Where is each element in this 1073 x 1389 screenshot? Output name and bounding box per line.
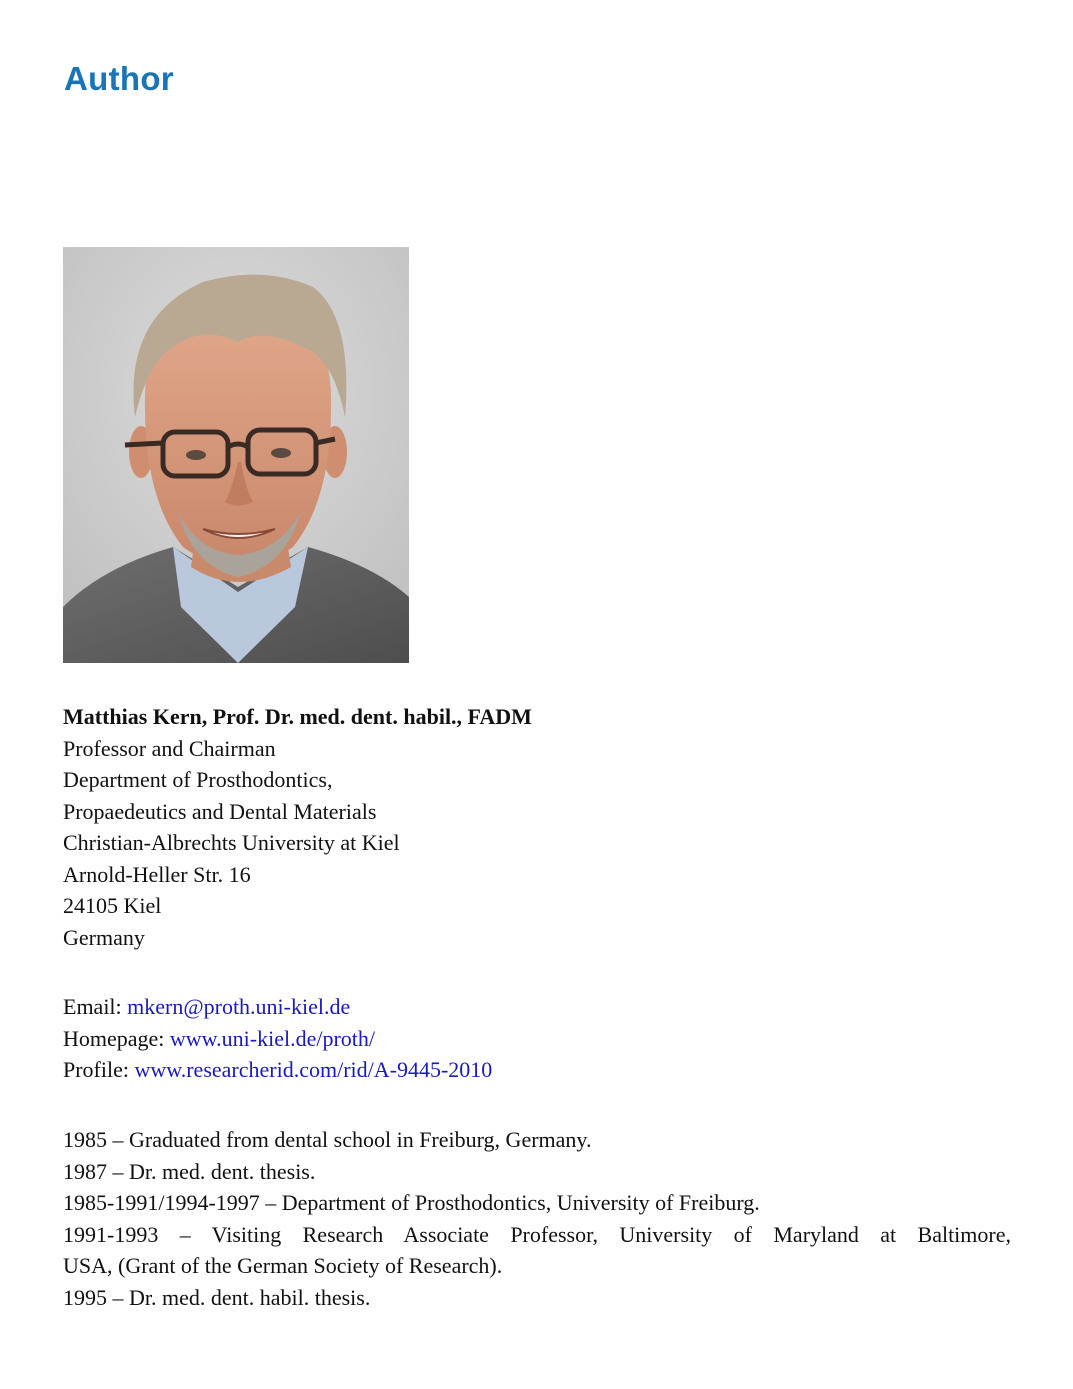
contact-info bbox=[63, 991, 492, 1086]
author-details bbox=[63, 701, 532, 953]
history-item: 1991-1993 – Visiting Research Associate Professor, University of Maryland at Baltimore, bbox=[63, 1221, 1011, 1247]
history-item-continuation: USA, (Grant of the German Society of Research). bbox=[63, 1253, 503, 1278]
email-label: Email: bbox=[63, 994, 128, 1019]
author-department-cont: Propaedeutics and Dental Materials bbox=[63, 798, 377, 824]
career-history bbox=[63, 1124, 1011, 1313]
author-photo bbox=[63, 247, 409, 663]
history-item: 1995 – Dr. med. dent. habil. thesis. bbox=[63, 1284, 371, 1310]
author-city: 24105 Kiel bbox=[63, 893, 162, 918]
email-line bbox=[63, 991, 492, 1023]
profile-line bbox=[63, 1054, 492, 1086]
author-street: Arnold-Heller Str. 16 bbox=[63, 861, 251, 887]
page-heading: Author bbox=[64, 60, 174, 97]
homepage-line bbox=[63, 1023, 492, 1055]
author-name: Matthias Kern, Prof. Dr. med. dent. habil., FADM bbox=[63, 704, 532, 729]
author-department: Department of Prosthodontics, bbox=[63, 767, 333, 792]
homepage-link[interactable]: www.uni-kiel.de/proth/ bbox=[169, 1025, 375, 1051]
author-country: Germany bbox=[63, 924, 145, 950]
profile-link[interactable]: www.researcherid.com/rid/A-9445-2010 bbox=[134, 1057, 493, 1082]
author-title: Professor and Chairman bbox=[63, 735, 276, 761]
homepage-label: Homepage: bbox=[63, 1025, 170, 1051]
history-item: 1985-1991/1994-1997 – Department of Prosthodontics, University of Freiburg. bbox=[63, 1190, 760, 1215]
history-item: 1985 – Graduated from dental school in Freiburg, Germany. bbox=[63, 1127, 592, 1152]
author-university: Christian-Albrechts University at Kiel bbox=[63, 830, 400, 855]
history-item: 1987 – Dr. med. dent. thesis. bbox=[63, 1158, 316, 1184]
email-link[interactable]: mkern@proth.uni-kiel.de bbox=[127, 994, 351, 1019]
profile-label: Profile: bbox=[63, 1057, 135, 1082]
